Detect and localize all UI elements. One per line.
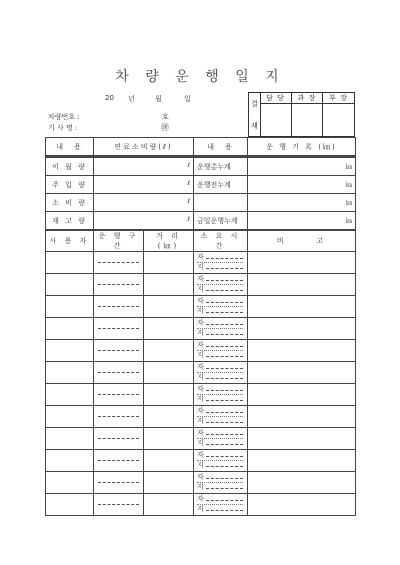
- dotted-line: [98, 350, 139, 351]
- time-from-label: 자: [197, 253, 204, 261]
- trip-note-cell[interactable]: [248, 340, 356, 362]
- header-fuel: 연료소비량(ℓ): [94, 138, 194, 157]
- time-range: [194, 450, 247, 471]
- trip-section-cell[interactable]: [94, 252, 144, 274]
- trip-distance-cell[interactable]: [144, 406, 194, 428]
- record-row-label: [194, 194, 248, 212]
- header-time: 소 요 시 간: [194, 231, 248, 252]
- approval-column-manager: [260, 93, 292, 136]
- trip-row: [46, 296, 356, 318]
- dotted-line: [206, 324, 243, 325]
- trip-distance-cell[interactable]: [144, 450, 194, 472]
- dotted-line: [98, 306, 139, 307]
- header-section: 운 행 구 간: [94, 231, 144, 252]
- time-from-label: 자: [197, 407, 204, 415]
- dotted-line: [98, 284, 139, 285]
- trip-row: [46, 318, 356, 340]
- record-row-label: 운행총누계: [194, 158, 248, 176]
- dotted-line: [206, 290, 243, 291]
- dotted-line: [206, 368, 243, 369]
- trip-user-cell[interactable]: [46, 340, 94, 362]
- trip-user-cell[interactable]: [46, 472, 94, 494]
- trip-row: [46, 252, 356, 274]
- seal-mark: ㊞: [161, 123, 169, 132]
- dotted-line: [206, 434, 243, 435]
- trip-distance-cell[interactable]: [144, 384, 194, 406]
- approval-header-department-head: 부 장: [323, 93, 354, 104]
- approval-column-department-head: [323, 93, 354, 136]
- trip-distance-cell[interactable]: [144, 340, 194, 362]
- trip-row: [46, 340, 356, 362]
- record-value-cell[interactable]: [248, 176, 356, 194]
- trip-note-cell[interactable]: [248, 274, 356, 296]
- approval-label-top: 결: [251, 100, 258, 108]
- trip-time-cell[interactable]: [194, 494, 248, 516]
- fuel-row: [46, 212, 356, 230]
- trip-distance-cell[interactable]: [144, 428, 194, 450]
- trip-time-cell[interactable]: [194, 406, 248, 428]
- unit-km: ㎞: [345, 218, 352, 225]
- unit-liter: ℓ: [187, 180, 190, 187]
- header-user: 사 용 자: [46, 231, 94, 252]
- dotted-line: [98, 394, 139, 395]
- time-to-label: 지: [197, 329, 204, 337]
- trip-user-cell[interactable]: [46, 318, 94, 340]
- trip-time-cell[interactable]: [194, 450, 248, 472]
- fuel-row: [46, 194, 356, 212]
- unit-km: ㎞: [345, 182, 352, 189]
- trip-section-cell[interactable]: [94, 472, 144, 494]
- fuel-row-label: 소 비 량: [46, 194, 94, 212]
- trip-section-cell[interactable]: [94, 450, 144, 472]
- trip-time-cell[interactable]: [194, 318, 248, 340]
- record-row-label: 금일운행누계: [194, 212, 248, 230]
- trip-section-cell[interactable]: [94, 274, 144, 296]
- header-distance: 거 리 (㎞): [144, 231, 194, 252]
- trip-row: [46, 406, 356, 428]
- time-to-label: 지: [197, 373, 204, 381]
- dotted-line: [206, 378, 243, 379]
- unit-km: ㎞: [345, 200, 352, 207]
- time-range: [194, 274, 247, 295]
- time-from-label: 자: [197, 451, 204, 459]
- dotted-line: [206, 444, 243, 445]
- time-from-label: 자: [197, 473, 204, 481]
- record-row-label: 운행전누계: [194, 176, 248, 194]
- time-range: [194, 428, 247, 449]
- dotted-line: [98, 262, 139, 263]
- dotted-line: [98, 482, 139, 483]
- trip-time-cell[interactable]: [194, 362, 248, 384]
- trip-note-cell[interactable]: [248, 384, 356, 406]
- trip-section-cell[interactable]: [94, 296, 144, 318]
- driver-name-label: 기 사 명 :: [48, 124, 78, 132]
- dotted-line: [98, 504, 139, 505]
- approval-label-bottom: 재: [251, 122, 258, 130]
- trip-note-cell[interactable]: [248, 428, 356, 450]
- time-range: [194, 340, 247, 361]
- trip-row: [46, 494, 356, 516]
- time-to-label: 지: [197, 461, 204, 469]
- dotted-line: [206, 356, 243, 357]
- trip-user-cell[interactable]: [46, 384, 94, 406]
- date-day: 일: [184, 95, 191, 103]
- fuel-value-cell[interactable]: [94, 176, 194, 194]
- dotted-line: [206, 312, 243, 313]
- time-to-label: 지: [197, 417, 204, 425]
- trip-table-header: [46, 231, 356, 252]
- time-from-label: 자: [197, 297, 204, 305]
- header-item-2: 내 용: [194, 138, 248, 157]
- dotted-line: [206, 258, 243, 259]
- trip-note-cell[interactable]: [248, 494, 356, 516]
- dotted-line: [98, 438, 139, 439]
- trip-note-cell[interactable]: [248, 252, 356, 274]
- dotted-line: [206, 412, 243, 413]
- time-to-label: 지: [197, 483, 204, 491]
- time-range: [194, 494, 247, 515]
- trip-time-cell[interactable]: [194, 274, 248, 296]
- dotted-line: [206, 280, 243, 281]
- time-from-label: 자: [197, 363, 204, 371]
- dotted-line: [98, 416, 139, 417]
- approval-header-manager: 담 당: [260, 93, 291, 104]
- fuel-value-cell[interactable]: [94, 212, 194, 230]
- trip-note-cell[interactable]: [248, 450, 356, 472]
- time-from-label: 자: [197, 495, 204, 503]
- dotted-line: [206, 268, 243, 269]
- trip-time-cell[interactable]: [194, 384, 248, 406]
- trip-time-cell[interactable]: [194, 252, 248, 274]
- dotted-line: [206, 302, 243, 303]
- dotted-line: [206, 466, 243, 467]
- fuel-row: [46, 158, 356, 176]
- trip-distance-cell[interactable]: [144, 274, 194, 296]
- unit-liter: ℓ: [187, 216, 190, 223]
- trip-user-cell[interactable]: [46, 450, 94, 472]
- trip-time-cell[interactable]: [194, 472, 248, 494]
- header-note: 비 고: [248, 231, 356, 252]
- trip-user-cell[interactable]: [46, 252, 94, 274]
- dotted-line: [206, 456, 243, 457]
- dotted-line: [206, 422, 243, 423]
- trip-note-cell[interactable]: [248, 318, 356, 340]
- dotted-line: [206, 390, 243, 391]
- trip-user-cell[interactable]: [46, 494, 94, 516]
- approval-column-section-chief: [292, 93, 323, 136]
- fuel-value-cell[interactable]: [94, 158, 194, 176]
- trip-distance-cell[interactable]: [144, 472, 194, 494]
- time-from-label: 자: [197, 341, 204, 349]
- time-to-label: 지: [197, 505, 204, 513]
- time-to-label: 지: [197, 263, 204, 271]
- time-range: [194, 296, 247, 317]
- trip-section-cell[interactable]: [94, 362, 144, 384]
- date-year-prefix: 20: [105, 94, 114, 102]
- trip-user-cell[interactable]: [46, 274, 94, 296]
- time-range: [194, 362, 247, 383]
- trip-section-cell[interactable]: [94, 340, 144, 362]
- trip-log-table: [45, 230, 356, 516]
- trip-section-cell[interactable]: [94, 406, 144, 428]
- unit-liter: ℓ: [187, 162, 190, 169]
- time-from-label: 자: [197, 429, 204, 437]
- time-range: [194, 406, 247, 427]
- approval-header-section-chief: 과 장: [292, 93, 322, 104]
- date-year: 년: [128, 95, 135, 103]
- trip-section-cell[interactable]: [94, 428, 144, 450]
- fuel-table-header: [46, 138, 356, 157]
- dotted-line: [206, 510, 243, 511]
- trip-row: [46, 450, 356, 472]
- vehicle-number-suffix: 호: [162, 113, 169, 121]
- time-from-label: 자: [197, 275, 204, 283]
- dotted-line: [98, 460, 139, 461]
- time-to-label: 지: [197, 395, 204, 403]
- dotted-line: [206, 346, 243, 347]
- trip-section-cell[interactable]: [94, 318, 144, 340]
- header-record: 운 행 기 록 (㎞): [248, 138, 356, 157]
- dotted-line: [206, 478, 243, 479]
- dotted-line: [206, 334, 243, 335]
- trip-time-cell[interactable]: [194, 296, 248, 318]
- trip-distance-cell[interactable]: [144, 362, 194, 384]
- trip-distance-cell[interactable]: [144, 296, 194, 318]
- trip-user-cell[interactable]: [46, 362, 94, 384]
- fuel-record-table: [45, 137, 356, 230]
- approval-box: [248, 92, 355, 137]
- dotted-line: [98, 328, 139, 329]
- trip-row: [46, 384, 356, 406]
- header-item: 내 용: [46, 138, 94, 157]
- fuel-value-cell[interactable]: [94, 194, 194, 212]
- time-to-label: 지: [197, 307, 204, 315]
- trip-note-cell[interactable]: [248, 362, 356, 384]
- trip-section-cell[interactable]: [94, 384, 144, 406]
- time-to-label: 지: [197, 285, 204, 293]
- trip-user-cell[interactable]: [46, 428, 94, 450]
- fuel-row-label: 재 고 량: [46, 212, 94, 230]
- record-value-cell[interactable]: [248, 194, 356, 212]
- time-from-label: 자: [197, 319, 204, 327]
- dotted-line: [206, 500, 243, 501]
- time-range: [194, 252, 247, 273]
- time-to-label: 지: [197, 351, 204, 359]
- trip-note-cell[interactable]: [248, 472, 356, 494]
- time-range: [194, 472, 247, 493]
- record-value-cell[interactable]: [248, 212, 356, 230]
- fuel-row: [46, 176, 356, 194]
- unit-km: ㎞: [345, 164, 352, 171]
- trip-section-cell[interactable]: [94, 494, 144, 516]
- trip-distance-cell[interactable]: [144, 252, 194, 274]
- trip-row: [46, 274, 356, 296]
- trip-row: [46, 362, 356, 384]
- record-value-cell[interactable]: [248, 158, 356, 176]
- vehicle-number-label: 차량번호 :: [48, 113, 80, 121]
- trip-time-cell[interactable]: [194, 428, 248, 450]
- trip-distance-cell[interactable]: [144, 494, 194, 516]
- trip-note-cell[interactable]: [248, 406, 356, 428]
- dotted-line: [98, 372, 139, 373]
- fuel-row-label: 이 월 량: [46, 158, 94, 176]
- fuel-row-label: 주 입 량: [46, 176, 94, 194]
- time-range: [194, 318, 247, 339]
- trip-note-cell[interactable]: [248, 296, 356, 318]
- dotted-line: [206, 400, 243, 401]
- trip-row: [46, 472, 356, 494]
- trip-user-cell[interactable]: [46, 296, 94, 318]
- dotted-line: [206, 488, 243, 489]
- unit-liter: ℓ: [187, 198, 190, 205]
- time-from-label: 자: [197, 385, 204, 393]
- trip-distance-cell[interactable]: [144, 318, 194, 340]
- trip-row: [46, 428, 356, 450]
- time-range: [194, 384, 247, 405]
- trip-user-cell[interactable]: [46, 406, 94, 428]
- page-title: 차 량 운 행 일 지: [115, 69, 285, 85]
- time-to-label: 지: [197, 439, 204, 447]
- date-month: 월: [155, 95, 162, 103]
- trip-time-cell[interactable]: [194, 340, 248, 362]
